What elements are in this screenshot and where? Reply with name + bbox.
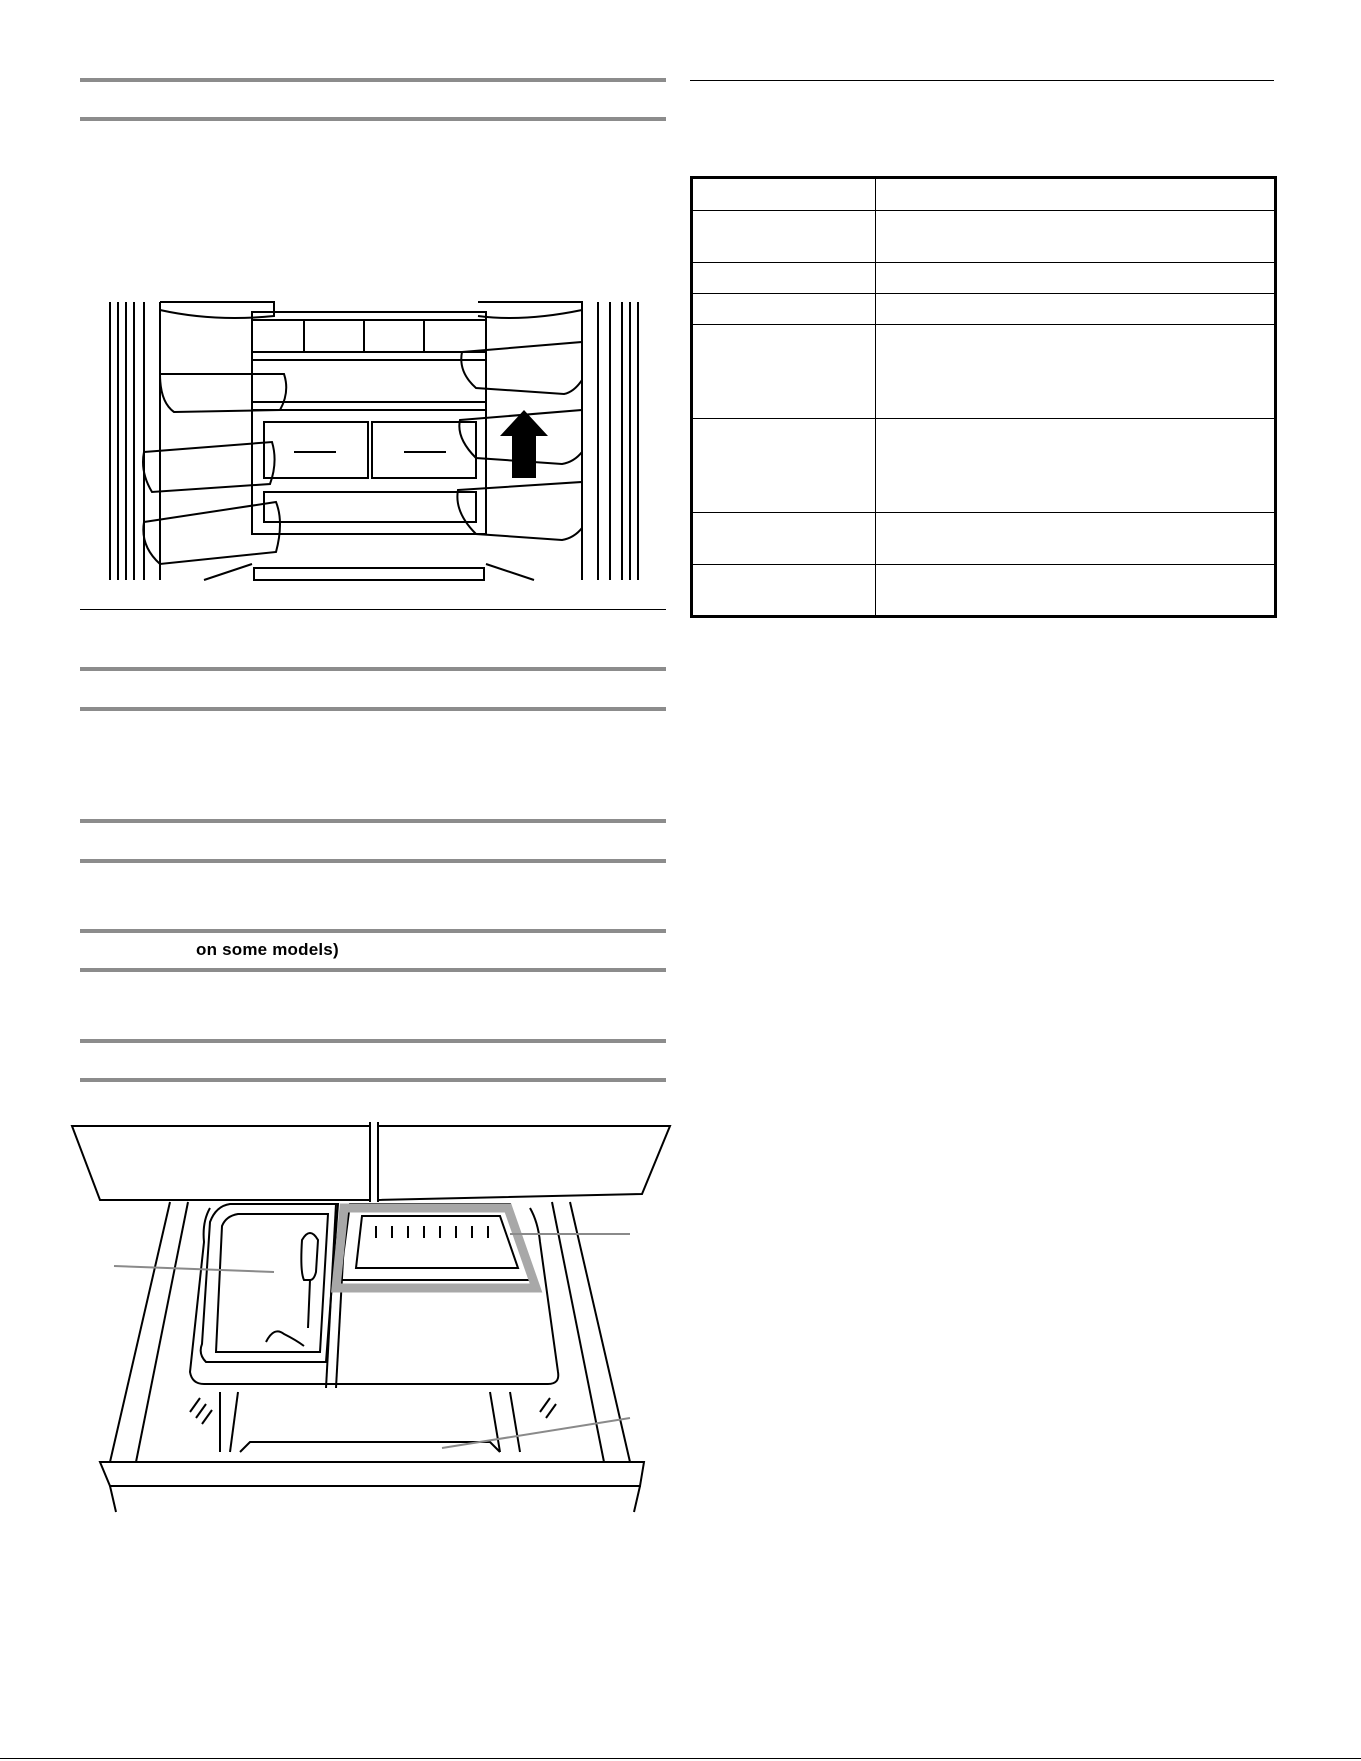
section-rule-3b — [80, 859, 666, 863]
section-rule-5b — [80, 1078, 666, 1082]
table-row — [692, 294, 1276, 325]
freezer-drawer-illustration — [70, 1122, 670, 1512]
table-cell — [876, 419, 1276, 513]
section-rule-top-2 — [80, 117, 666, 121]
table-row — [692, 211, 1276, 263]
specification-table — [690, 176, 1277, 618]
table-cell — [692, 211, 876, 263]
table-row — [692, 263, 1276, 294]
page-footer-rule — [0, 1758, 1361, 1759]
table-cell — [692, 565, 876, 617]
refrigerator-door-bins-illustration — [104, 302, 644, 580]
table-cell — [876, 294, 1276, 325]
table-cell — [692, 263, 876, 294]
section-rule-top-1 — [80, 78, 666, 82]
table-row — [692, 419, 1276, 513]
section-rule-4b — [80, 968, 666, 972]
section-rule-4a — [80, 929, 666, 933]
right-column-top-rule — [690, 80, 1274, 81]
table-cell — [876, 325, 1276, 419]
section-rule-2b — [80, 707, 666, 711]
illustration-bottom-rule — [80, 609, 666, 610]
table-cell — [876, 263, 1276, 294]
table-cell — [876, 178, 1276, 211]
section-rule-5a — [80, 1039, 666, 1043]
table-row — [692, 325, 1276, 419]
table-row — [692, 513, 1276, 565]
table-cell — [692, 419, 876, 513]
table-cell — [876, 565, 1276, 617]
table-cell — [692, 513, 876, 565]
section-rule-2a — [80, 667, 666, 671]
section-rule-3a — [80, 819, 666, 823]
table-cell — [692, 294, 876, 325]
table-row — [692, 565, 1276, 617]
table-cell — [692, 178, 876, 211]
table-cell — [876, 211, 1276, 263]
table-cell — [876, 513, 1276, 565]
section-heading-fragment: on some models) — [196, 940, 339, 959]
table-cell — [692, 325, 876, 419]
table-row — [692, 178, 1276, 211]
